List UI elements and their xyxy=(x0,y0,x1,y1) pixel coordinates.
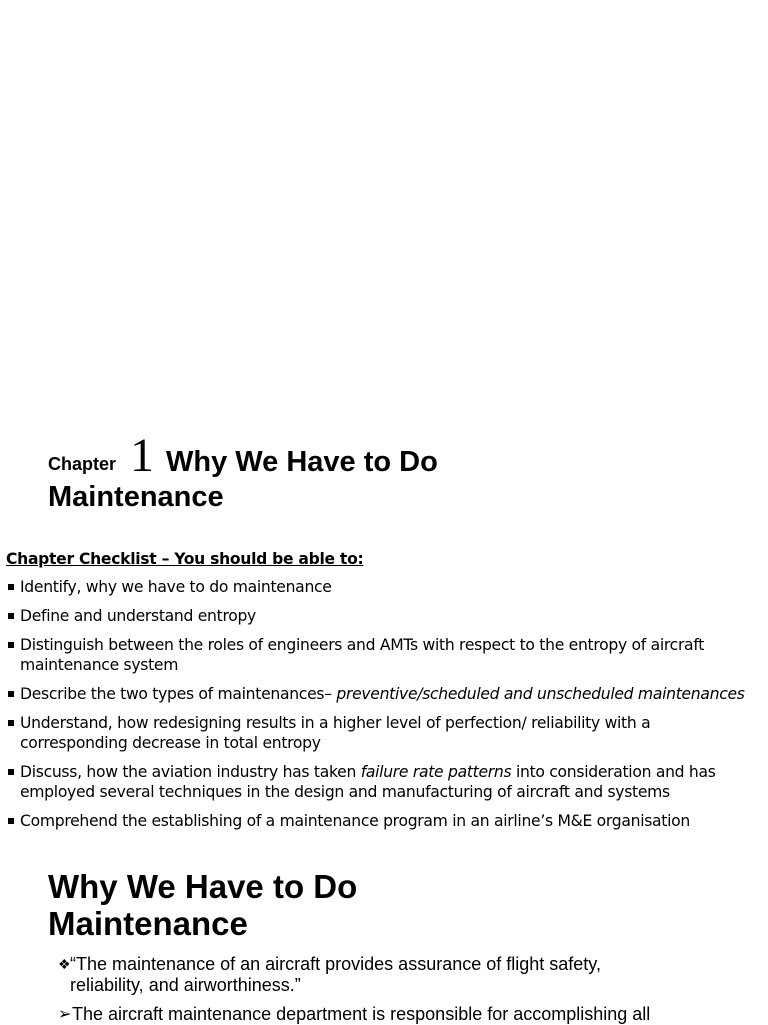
diamond-bullet-icon: ❖ xyxy=(58,956,71,972)
checklist-item xyxy=(6,762,758,802)
chapter-number: 1 xyxy=(130,429,155,482)
square-bullet-icon xyxy=(8,720,14,726)
checklist-item-text: Comprehend the establishing of a maintenance program in an airline’s M&E organisation xyxy=(20,812,690,830)
section-why-maintenance xyxy=(48,868,748,1025)
checklist-item-text: Understand, how redesigning results in a higher level of perfection/ reliability with a corresponding decrease in total entropy xyxy=(20,714,651,752)
chapter-label: Chapter xyxy=(48,454,117,475)
square-bullet-icon xyxy=(8,642,14,648)
checklist-item xyxy=(6,606,758,626)
section-title-line1: Why We Have to Do xyxy=(48,868,358,905)
section-title-line2: Maintenance xyxy=(48,905,248,942)
chapter-heading xyxy=(48,428,748,515)
chapter-title-line2: Maintenance xyxy=(48,481,224,513)
checklist-item xyxy=(6,811,758,831)
square-bullet-icon xyxy=(8,613,14,619)
checklist-item-text: Describe the two types of maintenances– xyxy=(20,685,337,703)
square-bullet-icon xyxy=(8,584,14,590)
square-bullet-icon xyxy=(8,769,14,775)
arrow-bullet-icon: ➢ xyxy=(58,1006,72,1023)
square-bullet-icon xyxy=(8,818,14,824)
arrow-bullet-paragraph xyxy=(58,1004,748,1025)
quote-lead: “The maintenance of an aircraft xyxy=(70,954,321,974)
paragraph-text: The aircraft maintenance department is responsible for accomplishing all xyxy=(72,1004,651,1024)
chapter-title-line1: Why We Have to Do xyxy=(166,446,438,479)
checklist-item xyxy=(6,713,758,753)
checklist-item-italic: failure rate patterns xyxy=(360,763,512,781)
checklist-item-text-end: into consideration and has employed several techniques in the design and manufacturing of aircraft and systems xyxy=(20,763,716,801)
checklist-item-text: Distinguish between the roles of engineers and AMTs with respect to the entropy of aircraft maintenance system xyxy=(20,636,705,674)
checklist-item-text: Discuss, how the aviation industry has taken xyxy=(20,763,361,781)
checklist-item-italic: preventive/scheduled and unscheduled maintenances xyxy=(336,685,745,703)
checklist-item xyxy=(6,684,758,704)
checklist-item-text: Define and understand entropy xyxy=(20,607,256,625)
checklist-item xyxy=(6,635,758,675)
section-title xyxy=(48,868,748,942)
checklist-title: Chapter Checklist – You should be able to: xyxy=(6,550,364,568)
chapter-heading-line1 xyxy=(48,428,748,480)
chapter-checklist xyxy=(6,549,758,840)
checklist-item-text: Identify, why we have to do maintenance xyxy=(20,578,332,596)
quote-rest: provides assurance of flight safety, xyxy=(320,954,601,974)
checklist-item xyxy=(6,577,758,597)
quote-bullet xyxy=(58,954,748,996)
square-bullet-icon xyxy=(8,691,14,697)
quote-line2: reliability, and airworthiness.” xyxy=(70,975,301,995)
